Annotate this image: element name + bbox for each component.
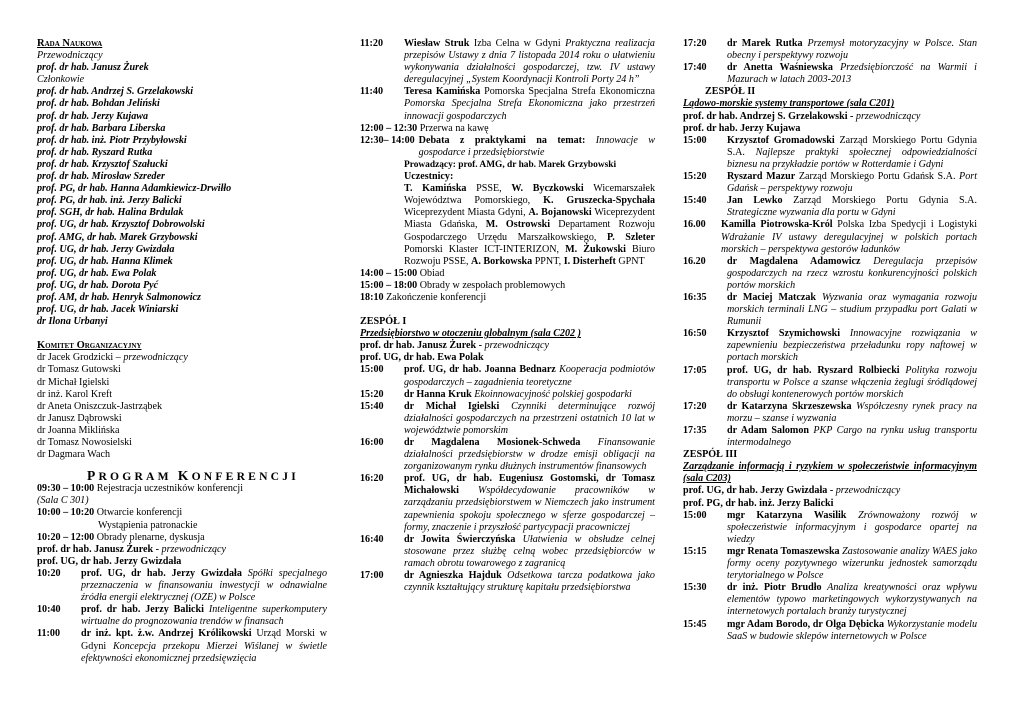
talk-time: 15:45 bbox=[683, 618, 707, 630]
list-item: prof. dr hab. Mirosław Szreder bbox=[37, 171, 165, 183]
list-item: prof. UG, dr hab. Krzysztof Dobrowolski bbox=[37, 219, 205, 231]
registration-room: (Sala C 301) bbox=[37, 495, 89, 507]
komitet-heading: Komitet Organizacyjny bbox=[37, 340, 142, 352]
list-item: dr Dagmara Wach bbox=[37, 449, 110, 461]
opening-patrons: Wystąpienia patronackie bbox=[98, 519, 198, 531]
talk-speaker: Krzysztof Gromadowski bbox=[727, 134, 835, 146]
talk-speaker: dr Marek Rutka bbox=[727, 38, 803, 49]
talk-time: 16.00 bbox=[683, 219, 706, 231]
program-heading-p-rest: ROGRAM bbox=[98, 470, 178, 484]
talk-title: Współdecydowanie pracowników w zarządzaniu przedsiębiorstwem w Niemczech jako instrument zapewnienia spokoju społecznego w sferze gospodarczej – formy, znaczenie i przyszłość partycypacji pracowniczej bbox=[404, 485, 655, 533]
talk bbox=[360, 570, 655, 594]
talk-speaker: mgr Renata Tomaszewska bbox=[727, 545, 840, 557]
talk-org: Zarząd Morskiego Portu Gdynia S.A. bbox=[727, 134, 977, 158]
talk-title: Przedsiębiorczość na Warmii i Mazurach w latach 2003-2013 bbox=[727, 62, 977, 86]
closing bbox=[360, 292, 655, 304]
komitet-chair-name: dr Jacek Grodzicki – bbox=[37, 352, 124, 364]
participant-name: T. Kamińska bbox=[404, 183, 467, 195]
talk-speaker: dr Michał Igielski bbox=[404, 400, 500, 412]
debate-label: Debata z praktykami na temat: bbox=[418, 134, 596, 146]
talk bbox=[37, 568, 327, 604]
talk-title: Odsetkowa tarcza podatkowa jako czynnik kształtujący strukturę kapitału przedsiębiorstwa bbox=[404, 570, 655, 594]
text: Obrady plenarne, dyskusja bbox=[94, 531, 205, 543]
participant-role: Departament Rozwoju Gospodarczego Urzędu Marszałkowskiego, bbox=[404, 219, 655, 243]
text: Przerwa na kawę bbox=[417, 122, 489, 134]
talk bbox=[37, 628, 327, 664]
list-item: prof. dr hab. Ryszard Rutka bbox=[37, 146, 153, 158]
talk bbox=[360, 534, 655, 570]
talk-title: Innowacyjne rozwiązania w zapewnieniu bezpieczeństwa przeładunku ropy naftowej w portach morskich bbox=[727, 328, 977, 364]
talk-time: 16:50 bbox=[683, 328, 707, 340]
talk-time: 10:40 bbox=[37, 604, 61, 616]
participant-name: M. Żukowski bbox=[565, 243, 626, 255]
talk-time: 11:20 bbox=[360, 38, 383, 49]
participant-role: Wiceprezydent Miasta Gdyni, bbox=[404, 207, 529, 219]
talk-time: 17:20 bbox=[683, 38, 707, 49]
list-item: prof. UG, dr hab. Jerzy Gwizdała bbox=[37, 243, 175, 255]
talk-time: 16:40 bbox=[360, 533, 384, 545]
list-item: prof. UG, dr hab. Ewa Polak bbox=[37, 267, 157, 279]
talk-speaker: dr inż. kpt. ż.w. Andrzej Królikowski bbox=[81, 628, 252, 640]
talk-speaker: prof. dr hab. Jerzy Balicki bbox=[81, 604, 204, 616]
talk-time: 15:20 bbox=[360, 388, 384, 400]
participant-name: M. Ostrowski bbox=[485, 219, 551, 231]
talk bbox=[37, 604, 327, 628]
talk-title: Port Gdańsk – perspektywy rozwoju bbox=[727, 171, 977, 195]
chair-role: przewodniczący bbox=[484, 340, 550, 352]
z3-chair bbox=[683, 485, 977, 497]
talk-speaker: dr Agnieszka Hajduk bbox=[404, 570, 502, 582]
talk-title: Współczesny rynek pracy na morzu – szanse i wyzwania bbox=[727, 400, 977, 424]
talk bbox=[683, 195, 977, 219]
debate-time: 12:30– 14:00 bbox=[360, 134, 415, 146]
plenary bbox=[37, 532, 327, 544]
participant-name: P. Szleter bbox=[606, 231, 655, 243]
list-item: dr Michał Igielski bbox=[37, 376, 110, 388]
program-heading bbox=[87, 470, 327, 483]
list-item: prof. dr hab. Bohdan Jeliński bbox=[37, 98, 160, 110]
talk-time: 17:05 bbox=[683, 364, 707, 376]
talk-time: 17:00 bbox=[360, 570, 384, 582]
list-item: dr Tomasz Nowosielski bbox=[37, 437, 132, 448]
talk-time: 15:30 bbox=[683, 582, 707, 594]
participant-name: K. Gruszecka-Spychała bbox=[543, 195, 655, 207]
talk bbox=[683, 38, 977, 62]
talk bbox=[683, 425, 977, 449]
talk-time: 15:40 bbox=[683, 195, 707, 207]
talk-org: Polska Izba Spedycji i Logistyki bbox=[832, 219, 977, 231]
talk bbox=[360, 364, 655, 388]
z3-heading: ZESPÓŁ III bbox=[683, 449, 738, 461]
talk-title: Najlepsze praktyki społecznej odpowiedzialności biznesu na przykładzie portów w Rotterdamie i Gdyni bbox=[727, 146, 977, 170]
talk bbox=[683, 171, 977, 195]
talk-speaker: dr Maciej Matczak bbox=[727, 291, 817, 303]
talk bbox=[683, 219, 977, 255]
time: 10:20 – 12:00 bbox=[37, 531, 95, 543]
list-item: prof. PG, dr hab. inż. Jerzy Balicki bbox=[37, 195, 182, 207]
participant-role: PPNT, bbox=[532, 255, 564, 267]
text: Otwarcie konferencji bbox=[94, 507, 183, 519]
text: Obiad bbox=[417, 267, 445, 279]
time: 10:00 – 10:20 bbox=[37, 507, 95, 519]
rada-heading: Rada Naukowa bbox=[37, 38, 103, 49]
column-left bbox=[37, 38, 327, 665]
talk-speaker: Wiesław Struk bbox=[404, 38, 470, 49]
list-item: prof. UG, dr hab. Dorota Pyć bbox=[37, 279, 159, 291]
talk-speaker: Krzysztof Szymichowski bbox=[727, 328, 841, 340]
participant-role: Pomorski Klaster ICT-INTERIZON, bbox=[404, 243, 566, 255]
talk-speaker: prof. UG, dr hab. Ryszard Rolbiecki bbox=[727, 364, 900, 376]
z2-topic: Lądowo-morskie systemy transportowe (sala C201) bbox=[683, 98, 895, 110]
time: 12:00 – 12:30 bbox=[360, 122, 418, 134]
talk-time: 10:20 bbox=[37, 567, 61, 579]
talk-title: Koncepcja przekopu Mierzei Wiślanej w świetle efektywności ekonomicznej przedsięwzięcia bbox=[81, 640, 327, 664]
talk bbox=[360, 401, 655, 437]
talk-title: Wyzwania oraz wymagania rozwoju morskich terminali LNG – studium przypadku port Galati w Rumunii bbox=[727, 291, 978, 328]
chair-name: prof. dr hab. Andrzej S. Grzelakowski - bbox=[683, 110, 856, 122]
lunch bbox=[360, 268, 655, 280]
z2-chair bbox=[683, 111, 977, 123]
rada-members-list bbox=[37, 86, 327, 328]
talk-speaker: mgr Adam Borodo, dr Olga Dębicka bbox=[727, 618, 885, 630]
talk bbox=[360, 86, 655, 122]
talk-title: Wykorzystanie modelu SaaS w budowie sklepów internetowych w Polsce bbox=[727, 618, 977, 642]
talk-time: 15:20 bbox=[683, 171, 707, 183]
participant-name: W. Byczkowski bbox=[511, 183, 584, 195]
list-item: dr Joanna Miklińska bbox=[37, 424, 120, 436]
talk-time: 17:20 bbox=[683, 400, 707, 412]
talk-time: 16:00 bbox=[360, 437, 384, 448]
talk-org: Urząd Morski w Gdyni bbox=[81, 628, 327, 652]
talk-speaker: dr Anetta Waśniewska bbox=[727, 62, 833, 74]
talk bbox=[683, 619, 977, 643]
z2-heading: ZESPÓŁ II bbox=[705, 86, 756, 98]
list-item: prof. UG, dr hab. Hanna Klimek bbox=[37, 255, 173, 267]
rada-members-role: Członkowie bbox=[37, 74, 85, 86]
talk-time: 11:40 bbox=[360, 86, 383, 98]
talk-speaker: Ryszard Mazur bbox=[727, 171, 796, 183]
talk-title: Zastosowanie analizy WAES jako formy oceny pozytywnego wizerunku jednostek samorządu terytorialnego w Polsce bbox=[727, 545, 977, 582]
debate-lead: Prowadzący: prof. AMG, dr hab. Marek Grzybowski bbox=[404, 159, 617, 170]
participant-name: A. Borkowska bbox=[471, 255, 533, 267]
talk bbox=[683, 328, 977, 364]
talk-speaker: mgr Katarzyna Wasilik bbox=[727, 509, 847, 521]
talk-speaker: dr Adam Salomon bbox=[727, 425, 809, 436]
debate-title: Innowacje w gospodarce i przedsiębiorstwie bbox=[418, 134, 655, 158]
list-item: prof. AMG, dr hab. Marek Grzybowski bbox=[37, 231, 198, 243]
chair-role: przewodniczący bbox=[835, 485, 901, 497]
talk-title: Spółki specjalnego przeznaczenia w finansowaniu inwestycji w odnawialne źródła energii elektrycznej (OZE) w Polsce bbox=[81, 567, 327, 604]
talk-title: Polityka rozwoju transportu w Polsce a szanse włączenia żeglugi śródlądowej do obsługi kontenerowych portów morskich bbox=[727, 364, 977, 400]
talk-speaker: prof. UG, dr hab. Eugeniusz Gostomski, dr Tomasz Michałowski bbox=[404, 473, 655, 497]
talk bbox=[360, 38, 655, 86]
list-item: prof. SGH, dr hab. Halina Brdulak bbox=[37, 207, 184, 219]
list-item: prof. PG, dr hab. Hanna Adamkiewicz-Drwiłło bbox=[37, 183, 232, 195]
list-item: prof. AM, dr hab. Henryk Salmonowicz bbox=[37, 291, 201, 303]
talk-speaker: dr Magdalena Adamowicz bbox=[727, 255, 861, 267]
participant-role: Wiceprezydent Miasta Gdańska, bbox=[404, 207, 655, 231]
list-item: prof. dr hab. Krzysztof Szałucki bbox=[37, 158, 168, 170]
program-heading-p: P bbox=[87, 468, 99, 484]
talk-speaker: Jan Lewko bbox=[727, 195, 783, 207]
participant-role: GPNT bbox=[615, 255, 645, 267]
opening bbox=[37, 507, 327, 519]
talk bbox=[683, 62, 977, 86]
talk-title: Strategiczne wyzwania dla portu w Gdyni bbox=[727, 207, 896, 219]
talk bbox=[360, 473, 655, 533]
talk-title: Analiza kreatywności oraz wpływu elementów typowo marketingowych wykorzystywanych na internetowych portalach branży turystycznej bbox=[727, 582, 977, 618]
plenary-cochair: prof. UG, dr hab. Jerzy Gwizdała bbox=[37, 555, 182, 567]
talk-time: 15:15 bbox=[683, 545, 707, 557]
talk-speaker: Teresa Kamińska bbox=[404, 86, 481, 98]
talk-org: Zarząd Morskiego Portu Gdynia S.A. bbox=[782, 195, 977, 207]
chair-name: prof. UG, dr hab. Jerzy Gwizdała - bbox=[683, 485, 836, 497]
talk-speaker: dr Jowita Świerczyńska bbox=[404, 533, 516, 545]
z1-heading: ZESPÓŁ I bbox=[360, 316, 407, 328]
talk-title: PKP Cargo na rynku usług transportu intermodalnego bbox=[727, 425, 977, 449]
talk bbox=[683, 256, 977, 292]
text: Zakończenie konferencji bbox=[383, 291, 487, 303]
plenary-chair bbox=[37, 544, 327, 556]
talk-time: 15:00 bbox=[683, 509, 707, 521]
talk bbox=[683, 582, 977, 618]
list-item: prof. dr hab. Andrzej S. Grzelakowski bbox=[37, 86, 194, 98]
talk-speaker: Kamilla Piotrowska-Król bbox=[721, 219, 833, 231]
talk-org: Pomorska Specjalna Strefa Ekonomiczna bbox=[480, 86, 656, 98]
talk-title: Pomorska Specjalna Strefa Ekonomiczna jako przestrzeń innowacji gospodarczych bbox=[404, 98, 655, 122]
z1-topic: Przedsiębiorstwo w otoczeniu globalnym (sala C202 ) bbox=[360, 328, 581, 340]
talk-time: 17:35 bbox=[683, 425, 707, 436]
text: Rejestracja uczestników konferencji bbox=[94, 483, 244, 495]
z3-cochair: prof. PG, dr hab. inż. Jerzy Balicki bbox=[683, 497, 834, 509]
talk-time: 11:00 bbox=[37, 628, 60, 640]
program-heading-k-rest: ONFERENCJI bbox=[191, 470, 299, 484]
talk-speaker: dr inż. Piotr Brudło bbox=[727, 582, 822, 594]
talk bbox=[683, 365, 977, 401]
talk-time: 16.20 bbox=[683, 255, 706, 267]
talk bbox=[360, 437, 655, 473]
talk-time: 16:35 bbox=[683, 291, 707, 303]
talk-org: Izba Celna w Gdyni bbox=[469, 38, 566, 49]
list-item: dr Janusz Dąbrowski bbox=[37, 412, 122, 424]
debate-participants-label: Uczestnicy: bbox=[404, 171, 454, 183]
list-item: prof. dr hab. Barbara Liberska bbox=[37, 122, 166, 134]
time: 09:30 – 10:00 bbox=[37, 483, 95, 495]
chair-name: prof. dr hab. Janusz Żurek - bbox=[360, 340, 485, 352]
participant-role: Biuro Rozwoju PSSE, bbox=[404, 243, 655, 267]
list-item: prof. dr hab. inż. Piotr Przybyłowski bbox=[37, 134, 187, 146]
talk-speaker: dr Katarzyna Skrzeszewska bbox=[727, 400, 852, 412]
talk bbox=[683, 135, 977, 171]
list-item: dr Aneta Oniszczuk-Jastrząbek bbox=[37, 400, 162, 412]
talk bbox=[683, 292, 977, 328]
talk bbox=[683, 401, 977, 425]
talk-speaker: prof. UG, dr hab. Jerzy Gwizdała bbox=[81, 567, 242, 579]
talk-title: Finansowanie działalności przedsiębiorstw w drodze emisji obligacji na zorganizowanym rynku dłużnych instrumentów finansowych bbox=[404, 437, 655, 473]
spacer bbox=[37, 328, 327, 340]
z3-topic: Zarządzanie informacją i ryzykiem w społeczeństwie informacyjnym (sala C203) bbox=[683, 461, 977, 485]
list-item: prof. dr hab. Jerzy Kujawa bbox=[37, 110, 149, 122]
group-sessions bbox=[360, 280, 655, 292]
komitet-members-list bbox=[37, 364, 327, 461]
talk-title: Deregulacja przepisów gospodarczych na rzecz wzrostu konkurencyjności polskich portów morskich bbox=[727, 255, 977, 291]
komitet-chair-role: przewodniczący bbox=[123, 352, 188, 364]
chair-role: przewodniczący bbox=[855, 110, 921, 122]
list-item: dr Ilona Urbanyi bbox=[37, 316, 108, 328]
chair-name: prof. dr hab. Janusz Żurek - bbox=[37, 543, 162, 555]
participant-name: I. Disterheft bbox=[563, 255, 616, 267]
list-item: dr Tomasz Gutowski bbox=[37, 364, 121, 376]
talk-title: Przemysł motoryzacyjny w Polsce. Stan obecny i perspektywy rozwoju bbox=[727, 38, 977, 62]
talk bbox=[360, 389, 655, 401]
registration bbox=[37, 483, 327, 495]
debate bbox=[360, 135, 655, 159]
participant-role: PSSE, bbox=[466, 183, 512, 195]
talk-title: Zrównoważony rozwój w społeczeństwie informacyjnym i gospodarce opartej na wiedzy bbox=[727, 509, 977, 545]
coffee-break bbox=[360, 123, 655, 135]
z1-chair bbox=[360, 340, 655, 352]
program-heading-k: K bbox=[177, 468, 192, 484]
time: 18:10 bbox=[360, 291, 384, 303]
z1-cochair: prof. UG, dr hab. Ewa Polak bbox=[360, 352, 484, 364]
talk-title: Praktyczna realizacja przepisów Ustawy z dnia 7 listopada 2014 roku o ułatwieniu wykonywania działalności gospodarczej, tzw. IV ustawy deregulacyjnej „System Koordynacji Kontroli Porty 24 h” bbox=[404, 38, 655, 86]
text: Obrady w zespołach problemowych bbox=[417, 279, 566, 291]
talk-speaker: prof. UG, dr hab. Joanna Bednarz bbox=[404, 364, 556, 376]
z2-cochair: prof. dr hab. Jerzy Kujawa bbox=[683, 122, 801, 134]
talk-time: 15:00 bbox=[360, 364, 384, 376]
debate-participants bbox=[360, 183, 655, 268]
talk-title: Wdrażanie IV ustawy deregulacyjnej w polskich portach morskich – perspektywa gestorów ładunków bbox=[721, 231, 977, 255]
list-item: prof. UG, dr hab. Jacek Winiarski bbox=[37, 304, 179, 316]
time: 14:00 – 15:00 bbox=[360, 267, 418, 279]
column-middle bbox=[360, 38, 655, 594]
rada-chair-role: Przewodniczący bbox=[37, 50, 103, 62]
spacer bbox=[360, 304, 655, 316]
talk-title: Kooperacja podmiotów gospodarczych – zagadnienia teoretyczne bbox=[404, 364, 655, 388]
talk-time: 16:20 bbox=[360, 473, 384, 485]
talk-time: 15:00 bbox=[683, 134, 707, 146]
participant-role: Wicemarszałek Województwa Pomorskiego, bbox=[404, 183, 656, 207]
talk-time: 15:40 bbox=[360, 400, 384, 412]
rada-chair: prof. dr hab. Janusz Żurek bbox=[37, 62, 149, 74]
talk-title: Ekoinnowacyjność polskiej gospodarki bbox=[471, 388, 632, 400]
talk-title: Inteligentne superkomputery wirtualne do prognozowania trendów w finansach bbox=[81, 604, 327, 628]
komitet-chair bbox=[37, 352, 327, 364]
talk bbox=[683, 510, 977, 546]
talk bbox=[683, 546, 977, 582]
talk-title: Czynniki determinujące rozwój działalności gospodarczych na przestrzeni ostatnich 10 lat w województwie pomorskim bbox=[404, 400, 655, 436]
talk-speaker: dr Hanna Kruk bbox=[404, 388, 472, 400]
talk-time: 17:40 bbox=[683, 62, 707, 74]
talk-org: Zarząd Morskiego Portu Gdańsk S.A. bbox=[795, 171, 960, 183]
chair-role: przewodniczący bbox=[161, 543, 227, 555]
participant-name: A. Bojanowski bbox=[528, 207, 592, 219]
time: 15:00 – 18:00 bbox=[360, 279, 418, 291]
column-right bbox=[683, 38, 977, 643]
list-item: dr inż. Karol Kreft bbox=[37, 388, 113, 400]
talk-speaker: dr Magdalena Mosionek-Schweda bbox=[404, 437, 581, 448]
talk-title: Ułatwienia w obsłudze celnej stosowane przez służbę celną wobec przedsiębiorców w ramach obrotu towarowego z zagranicą bbox=[404, 533, 655, 569]
